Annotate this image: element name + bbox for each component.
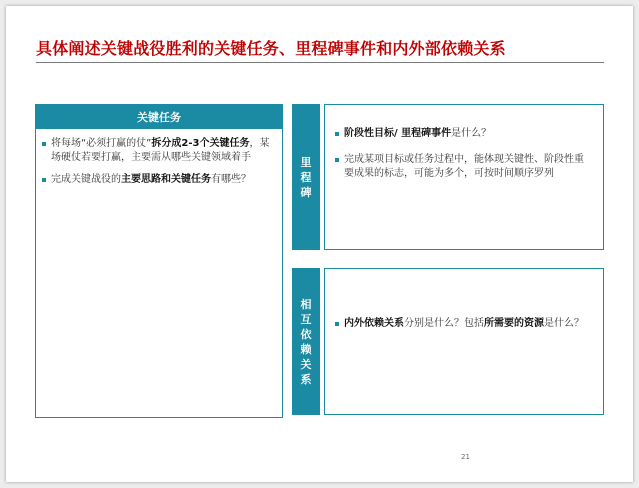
key-tasks-header: 关键任务 — [36, 105, 282, 129]
key-task-bullet-2 — [42, 173, 274, 187]
milestone-answer — [335, 153, 593, 181]
dependency-tab-label: 相互依赖关系 — [300, 297, 312, 386]
bullet-text: 有哪些？ — [211, 174, 251, 185]
dependency-bold-2: 所需要的资源 — [484, 318, 544, 329]
dependency-bold-1: 内外依赖关系 — [344, 318, 404, 329]
bullet-text: 将每场“必须打赢的仗” — [51, 138, 152, 149]
dependency-end: 是什么？ — [544, 318, 584, 329]
key-tasks-body — [36, 129, 282, 187]
milestone-answer-text: 完成某项目标或任务过程中，能体现关键性、阶段性重要成果的标志，可能为多个，可按时间顺序罗列 — [344, 154, 584, 179]
key-tasks-panel — [35, 104, 283, 418]
bullet-bold: 主要思路和关键任务 — [121, 174, 211, 185]
key-task-bullet-1 — [42, 137, 274, 165]
page-number: 21 — [461, 453, 470, 461]
dependency-question — [335, 317, 593, 331]
milestone-question-rest: 是什么？ — [451, 128, 492, 139]
dependency-tab — [292, 268, 320, 415]
milestone-question-bold: 阶段性目标/ 里程碑事件 — [344, 128, 452, 139]
bullet-text: ，某场硬仗若要打赢，主要需从哪些关键领域着手 — [51, 138, 270, 163]
milestone-panel — [324, 104, 604, 250]
milestone-question — [335, 127, 593, 141]
bullet-text: 完成关键战役的 — [51, 174, 121, 185]
milestone-tab-label: 里程碑 — [300, 155, 312, 199]
milestone-tab — [292, 104, 320, 250]
dependency-panel — [324, 268, 604, 415]
bullet-bold: 拆分成2-3个关键任务 — [151, 138, 250, 149]
title-divider — [36, 62, 604, 63]
slide-title: 具体阐述关键战役胜利的关键任务、里程碑事件和内外部依赖关系 — [36, 39, 506, 58]
dependency-mid: 分别是什么？包括 — [404, 318, 484, 329]
